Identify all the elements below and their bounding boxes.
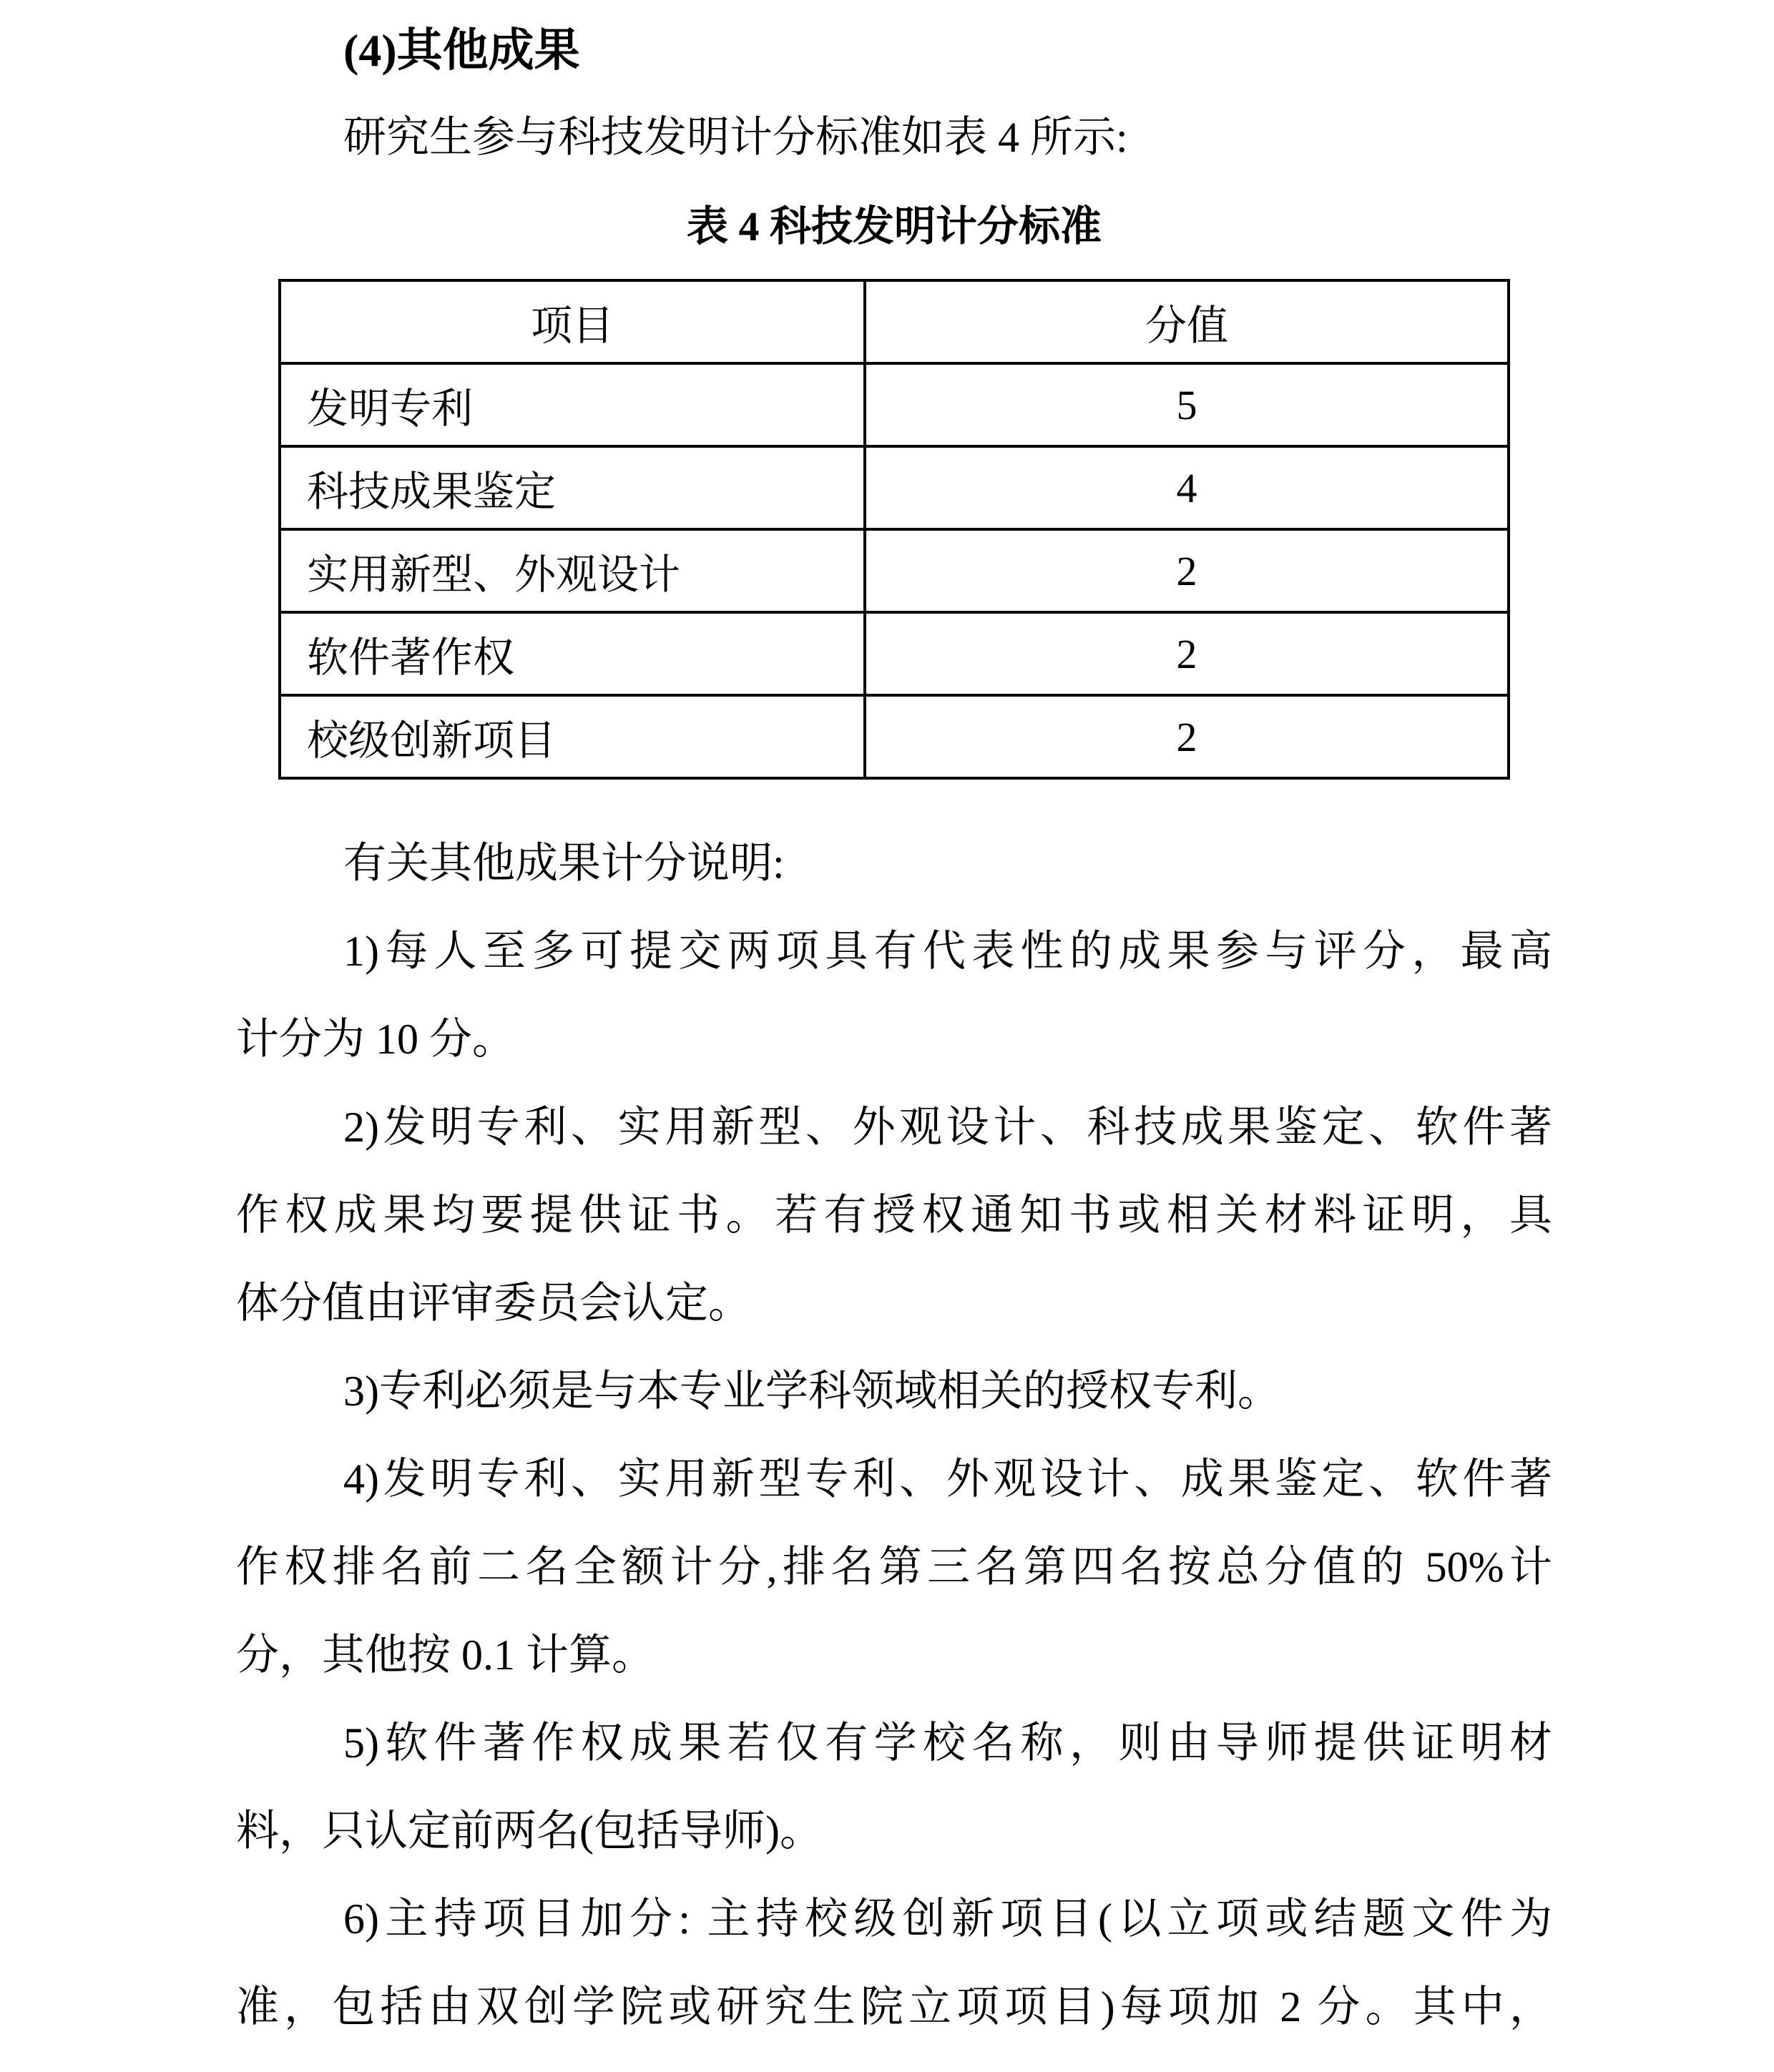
score-table — [278, 279, 1510, 780]
table-row — [280, 612, 1509, 695]
note-line: 5)软件著作权成果若仅有学校名称，则由导师提供证明材 — [343, 1719, 1552, 1767]
note-line: 料，只认定前两名(包括导师)。 — [236, 1807, 823, 1855]
note-paragraph — [236, 1875, 1552, 2051]
note-line: 计分为 10 分。 — [236, 1016, 515, 1063]
table-row — [280, 695, 1509, 778]
note-line: 2)发明专利、实用新型、外观设计、科技成果鉴定、软件著 — [343, 1104, 1552, 1151]
note-paragraph — [236, 1347, 1552, 1435]
table-header-score: 分值 — [865, 280, 1509, 363]
score-cell: 5 — [865, 363, 1509, 446]
table-header-item: 项目 — [280, 280, 865, 363]
note-line: 作权成果均要提供证书。若有授权通知书或相关材料证明，具 — [236, 1192, 1552, 1239]
score-cell: 2 — [865, 695, 1509, 778]
table-header-row — [280, 280, 1509, 363]
table-row — [280, 446, 1509, 529]
note-paragraph — [236, 1699, 1552, 1875]
table-caption: 表 4 科技发明计分标准 — [686, 203, 1102, 250]
item-cell: 科技成果鉴定 — [280, 446, 865, 529]
note-line: 体分值由评审委员会认定。 — [236, 1280, 751, 1327]
note-line: 作权排名前二名全额计分,排名第三名第四名按总分值的 50%计 — [236, 1543, 1552, 1591]
item-cell: 软件著作权 — [280, 612, 865, 695]
notes-title: 有关其他成果计分说明: — [343, 840, 785, 887]
item-cell: 校级创新项目 — [280, 695, 865, 778]
section-heading: (4)其他成果 — [343, 25, 580, 76]
note-line: 分，其他按 0.1 计算。 — [236, 1631, 655, 1679]
note-line: 准，包括由双创学院或研究生院立项项目)每项加 2 分。其中， — [236, 1983, 1552, 2031]
score-cell: 4 — [865, 446, 1509, 529]
intro-paragraph: 研究生参与科技发明计分标准如表 4 所示: — [343, 114, 1128, 161]
note-paragraph — [236, 908, 1552, 1084]
item-cell: 实用新型、外观设计 — [280, 529, 865, 612]
note-paragraph — [236, 1084, 1552, 1347]
notes-section — [236, 820, 1552, 2051]
note-line: 6)主持项目加分: 主持校级创新项目(以立项或结题文件为 — [343, 1895, 1552, 1943]
note-line: 1)每人至多可提交两项具有代表性的成果参与评分，最高 — [343, 928, 1552, 975]
item-cell: 发明专利 — [280, 363, 865, 446]
table-row — [280, 529, 1509, 612]
note-line: 3)专利必须是与本专业学科领域相关的授权专利。 — [343, 1368, 1280, 1415]
score-cell: 2 — [865, 529, 1509, 612]
note-paragraph — [236, 1435, 1552, 1699]
note-line: 4)发明专利、实用新型专利、外观设计、成果鉴定、软件著 — [343, 1455, 1552, 1503]
score-cell: 2 — [865, 612, 1509, 695]
table-row — [280, 363, 1509, 446]
